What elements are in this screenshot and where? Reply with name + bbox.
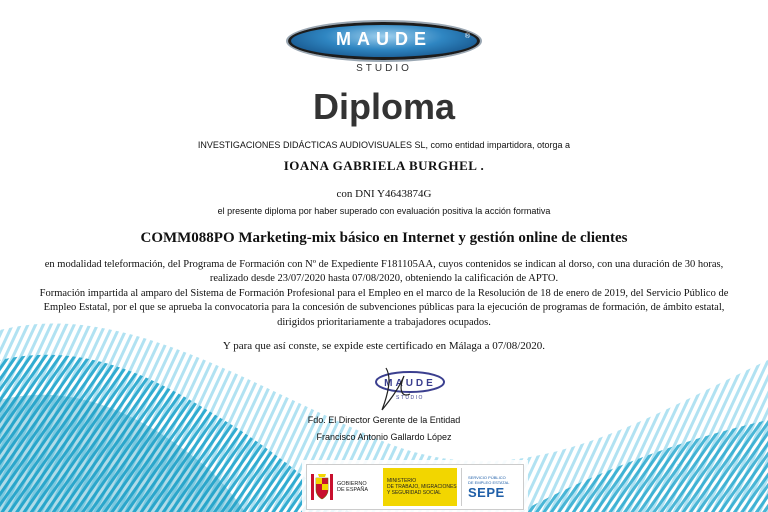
sepe-logo-text: SEPE (468, 484, 505, 500)
signed-by-line: Fdo. El Director Gerente de la Entidad (307, 415, 461, 425)
logo-subtitle: STUDIO (356, 63, 412, 74)
gobierno-badge (311, 468, 383, 506)
ministry-badge (383, 468, 457, 506)
institution-badges (306, 464, 524, 510)
closing-line: Y para que así conste, se expide este certificado en Málaga a 07/08/2020. (222, 340, 546, 352)
ministry-line-1: MINISTERIO (387, 478, 417, 484)
ministry-line-3: Y SEGURIDAD SOCIAL (387, 490, 442, 496)
body-line: realizado desde 23/07/2020 hasta 07/08/2020, obteniendo la calificación de APTO. (209, 273, 559, 285)
body-line: Empleo Estatal, por el que se aprueba la convocatoria para la concesión de subvenciones públicas para la ejecución de programas de formación, de ámbito estatal, (43, 302, 725, 314)
grantor-line: INVESTIGACIONES DIDÁCTICAS AUDIOVISUALES SL, como entidad impartidora, otorga a (197, 140, 571, 150)
stamp-subtitle: STUDIO (396, 395, 424, 401)
stamp-name: MAUDE (384, 378, 436, 389)
logo-registered-mark: ® (464, 33, 470, 40)
diploma-title: Diploma (312, 86, 455, 127)
course-title: COMM088PO Marketing-mix básico en Internet y gestión online de clientes (140, 230, 628, 246)
ministry-line-2: DE TRABAJO, MIGRACIONES (387, 484, 457, 490)
body-line: Formación impartida al amparo del Sistema de Formación Profesional para el Empleo en el marco de la Resolución de 18 de enero de 2019, del Servicio Público de (39, 287, 729, 299)
logo-name: MAUDE (336, 29, 432, 49)
dni-line: con DNI Y4643874G (336, 188, 432, 200)
recipient-name: IOANA GABRIELA BURGHEL . (283, 158, 485, 173)
signer-name: Francisco Antonio Gallardo López (316, 432, 452, 442)
maude-studio-logo (288, 22, 480, 74)
gov-line-2: DE ESPAÑA (337, 487, 369, 493)
sepe-line-1: SERVICIO PÚBLICO (468, 474, 506, 480)
body-text (20, 258, 748, 330)
coat-of-arms-icon (311, 472, 333, 502)
body-line: dirigidos prioritariamente a trabajadores ocupados. (277, 316, 491, 328)
sepe-badge (461, 468, 519, 506)
gov-line-1: GOBIERNO (337, 480, 367, 487)
body-line: en modalidad teleformación, del Programa de Formación con Nº de Expediente F181105AA, cuyos contenidos se indican al dorso, con una duración de 30 horas, (44, 259, 724, 270)
sepe-line-2: DE EMPLEO ESTATAL (468, 479, 510, 485)
passed-line: el presente diploma por haber superado con evaluación positiva la acción formativa (217, 206, 551, 216)
signature-stamp (358, 364, 462, 414)
